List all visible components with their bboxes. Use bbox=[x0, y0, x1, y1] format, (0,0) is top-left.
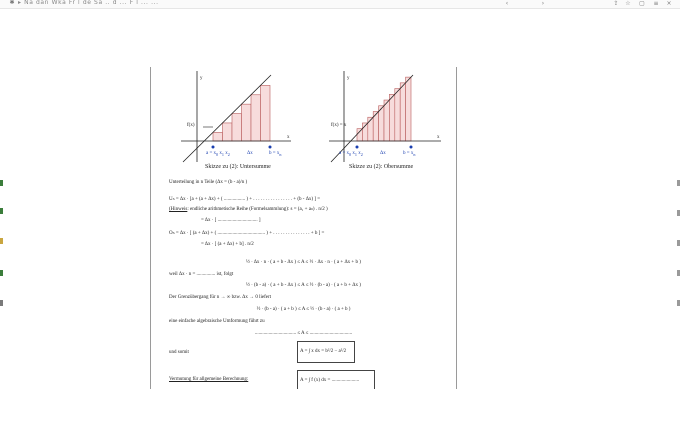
upper-sum-bar bbox=[406, 77, 411, 141]
left-point-a bbox=[212, 146, 215, 149]
right-x-label: x bbox=[437, 135, 440, 140]
lower-sum-bar bbox=[232, 114, 242, 141]
right-a-label: $a = x_0$ $x_1$ $x_2$ bbox=[339, 151, 363, 157]
lower-sum-bar bbox=[242, 104, 252, 141]
bookmark-icon[interactable]: ☆ bbox=[625, 0, 631, 7]
text-line: und somit bbox=[169, 350, 189, 355]
upper-sum-bar bbox=[389, 94, 394, 141]
text-line: Uₙ = Δx · [a + (a + Δx) + ( ................. ) + . . . . . . . . . . . . . . . . + (b - Δx) ] = bbox=[169, 197, 321, 202]
left-point-b bbox=[269, 146, 272, 149]
text-line: Unterteilung in n Teile (Δx = (b - a)/n ) bbox=[169, 180, 248, 185]
lower-sum-bar bbox=[261, 85, 271, 141]
upper-sum-bar bbox=[357, 129, 362, 141]
document-page bbox=[150, 67, 457, 389]
right-y-label: y bbox=[347, 76, 350, 81]
figures-row bbox=[151, 67, 456, 175]
right-point-a bbox=[356, 146, 359, 149]
right-dx-label: Δx bbox=[380, 151, 386, 156]
left-b-label: $b = x_n$ bbox=[269, 151, 282, 157]
right-point-b bbox=[410, 146, 413, 149]
left-edge-markers bbox=[0, 180, 3, 330]
close-icon[interactable]: × bbox=[666, 0, 672, 7]
text-line: Vermutung für allgemeine Berechnung: bbox=[169, 377, 249, 382]
settings-gear-icon[interactable]: ✱ bbox=[9, 0, 15, 6]
result-formula-box: A = ∫ x dx = b²/2 − a²/2 bbox=[297, 341, 355, 363]
text-line: = Δx · [ (a + Δx) + b] . n/2 bbox=[201, 242, 254, 247]
text-line: ................................. ≤ A ≤ .................................. bbox=[254, 331, 353, 336]
upper-sum-bar bbox=[368, 117, 373, 141]
upper-sum-bars bbox=[357, 77, 411, 141]
tabs-icon[interactable]: ▢ bbox=[639, 0, 645, 7]
left-caption: Skizze zu (2): Untersumme bbox=[205, 164, 271, 170]
back-icon[interactable]: ‹ bbox=[505, 0, 509, 7]
toolbar-text: ▸ Na dan Wka Fr l de Sa .. d ... F l ... ... bbox=[18, 0, 159, 6]
general-formula-box: A = ∫ f (x) dx = ...................... bbox=[297, 370, 375, 389]
left-fx-label: f(x) bbox=[187, 123, 195, 128]
lower-sum-bars bbox=[213, 85, 270, 141]
lower-sum-bar bbox=[213, 132, 223, 141]
forward-icon[interactable]: › bbox=[541, 0, 545, 7]
text-line: weil Δx · n = ............... ist, folgt bbox=[169, 272, 234, 277]
upper-sum-bar bbox=[400, 83, 405, 141]
figures-svg bbox=[151, 67, 456, 175]
right-b-label: $b = x_n$ bbox=[403, 151, 416, 157]
menu-icon[interactable]: ≡ bbox=[653, 0, 659, 7]
left-dx-label: Δx bbox=[247, 151, 253, 156]
right-caption: Skizze zu (2): Obersumme bbox=[349, 164, 414, 170]
lower-sum-bar bbox=[223, 123, 233, 141]
left-x-label: x bbox=[287, 135, 290, 140]
text-line: ½ · (b - a) · ( a + b ) ≤ A ≤ ½ · (b - a) · ( a + b ) bbox=[256, 307, 351, 312]
lower-sum-bar bbox=[251, 95, 261, 141]
right-fx-label: f(x) = x bbox=[331, 123, 347, 128]
upper-sum-bar bbox=[395, 89, 400, 141]
hint-line: (Hinweis: endliche arithmetische Reihe (Formelsammlung): s = (a₁ + aₙ) . n/2 ) bbox=[169, 207, 328, 212]
text-line: Oₙ = Δx · [ (a + Δx) + ( ...................................... ) + . . . . . . . . . . . . . . . + b ] = bbox=[169, 231, 325, 236]
share-icon[interactable]: ⇪ bbox=[613, 0, 619, 7]
text-line: ½ · Δx · n · ( a + b - Δx ) ≤ A ≤ ½ · Δx · n · ( a + Δx + b ) bbox=[246, 260, 361, 265]
upper-sum-bar bbox=[384, 100, 389, 141]
left-a-label: $a = x_0$ $x_1$ $x_2$ bbox=[206, 151, 230, 157]
left-y-label: y bbox=[200, 76, 203, 81]
text-line: eine einfache algebraische Umformung führt zu bbox=[169, 319, 265, 324]
browser-toolbar bbox=[0, 0, 680, 9]
text-line: = Δx · [ ................................ ] bbox=[201, 218, 261, 223]
text-line: ½ · (b - a) · ( a + b - Δx ) ≤ A ≤ ½ · (b - a) · ( a + b + Δx ) bbox=[246, 283, 361, 288]
text-line: Der Grenzübergang für n → ∞ bzw. Δx → 0 liefert bbox=[169, 295, 272, 300]
